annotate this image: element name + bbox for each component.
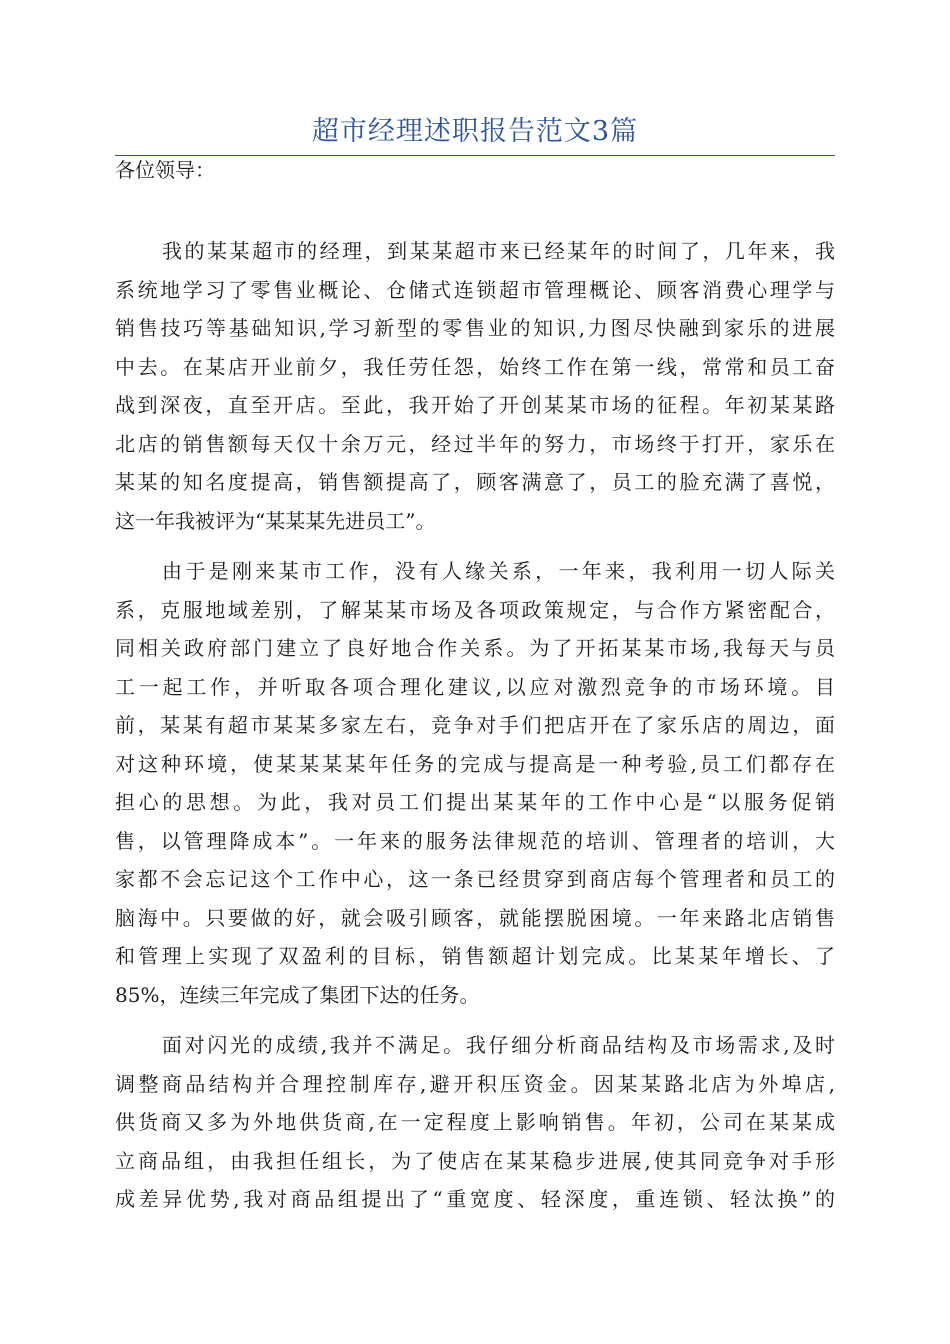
paragraph-line: 85%，连续三年完成了集团下达的任务。 <box>115 982 480 1007</box>
paragraph-line: 战到深夜，直至开店。至此，我开始了开创某某市场的征程。年初某某路 <box>115 393 835 417</box>
paragraph-line: 成差异优势,我对商品组提出了“重宽度、轻深度，重连锁、轻汰换”的 <box>115 1187 835 1211</box>
title-underline <box>115 155 835 156</box>
paragraph-line: 对这种环境，使某某某某年任务的完成与提高是一种考验,员工们都存在 <box>115 751 835 776</box>
paragraph-2 <box>115 552 835 1014</box>
paragraph-line: 前，某某有超市某某多家左右，竞争对手们把店开在了家乐店的周边，面 <box>115 713 835 737</box>
paragraph-line: 供货商又多为外地供货商,在一定程度上影响销售。年初，公司在某某成 <box>115 1110 835 1134</box>
paragraph-line: 家都不会忘记这个工作中心，这一条已经贯穿到商店每个管理者和员工的 <box>115 867 835 891</box>
paragraph-line: 立商品组，由我担任组长，为了使店在某某稳步进展,使其同竞争对手形 <box>115 1148 835 1173</box>
paragraph-line: 工一起工作，并听取各项合理化建议,以应对激烈竞争的市场环境。目 <box>115 674 835 699</box>
paragraph-line: 调整商品结构并合理控制库存,避开积压资金。因某某路北店为外埠店, <box>115 1071 835 1096</box>
paragraph-line: 中去。在某店开业前夕，我任劳任怨，始终工作在第一线，常常和员工奋 <box>115 354 835 379</box>
document-title: 超市经理述职报告范文3篇 <box>311 116 639 147</box>
paragraph-line: 面对闪光的成绩,我并不满足。我仔细分析商品结构及市场需求,及时 <box>162 1033 835 1057</box>
paragraph-line: 某某的知名度提高，销售额提高了，顾客满意了，员工的脸充满了喜悦， <box>115 470 835 494</box>
paragraph-line: 系，克服地域差别，了解某某市场及各项政策规定，与合作方紧密配合， <box>115 597 835 622</box>
salutation: 各位领导： <box>115 158 215 182</box>
paragraph-3 <box>115 1026 835 1219</box>
paragraph-1 <box>115 232 835 540</box>
paragraph-line: 这一年我被评为“某某某先进员工”。 <box>115 508 436 533</box>
paragraph-line: 脑海中。只要做的好，就会吸引顾客，就能摆脱困境。一年来路北店销售 <box>115 905 835 930</box>
paragraph-line: 北店的销售额每天仅十余万元，经过半年的努力，市场终于打开，家乐在 <box>115 431 835 456</box>
paragraph-line: 我的某某超市的经理，到某某超市来已经某年的时间了，几年来，我 <box>162 239 835 263</box>
paragraph-line: 售，以管理降成本”。一年来的服务法律规范的培训、管理者的培训，大 <box>115 828 835 853</box>
paragraph-line: 担心的思想。为此，我对员工们提出某某年的工作中心是“以服务促销 <box>115 790 835 814</box>
paragraph-line: 由于是刚来某市工作，没有人缘关系，一年来，我利用一切人际关 <box>162 559 835 583</box>
paragraph-line: 和管理上实现了双盈利的目标，销售额超计划完成。比某某年增长、了 <box>115 944 835 968</box>
paragraph-line: 系统地学习了零售业概论、仓储式连锁超市管理概论、顾客消费心理学与 <box>115 277 835 302</box>
paragraph-line: 销售技巧等基础知识,学习新型的零售业的知识,力图尽快融到家乐的进展 <box>115 316 835 340</box>
paragraph-line: 同相关政府部门建立了良好地合作关系。为了开拓某某市场,我每天与员 <box>115 636 835 660</box>
